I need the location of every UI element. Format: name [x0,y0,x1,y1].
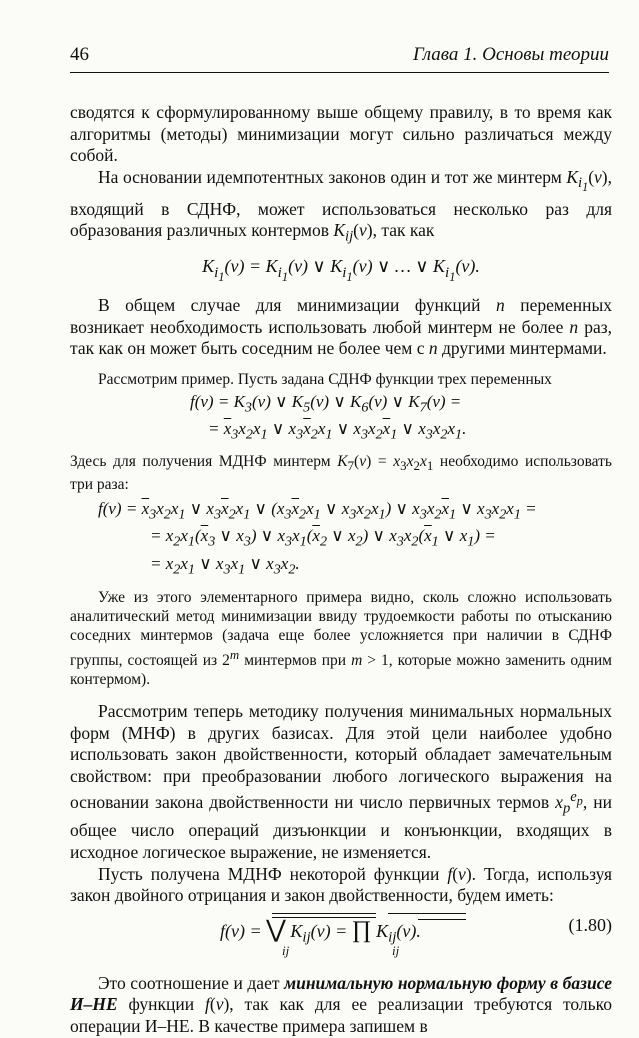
subscript-ij-left: ij [282,942,290,958]
equation-sdnf-line-2: = $\overline{x}_3x_2x_1$ ∨ $x_3\overline{x}_2x_1$ ∨ $x_3x_2\overline{x}_1$ ∨ $x_3x_2x_1$. [208,419,467,443]
paragraph-duality: Рассмотрим теперь методику получения минимальных нормальных форм (МНФ) в других базисах. Для этой цели наиболее удобно использовать закон двойственности, который обладает замечательным свойством: при преобразовании любого логического выражения на основании закона двойственности ни число первичных термов $x_p^{e_p}$, ни общее число операций дизъюнкции и конъюнкции, входящих в исходное логическое выражение, не изменяется. [70,701,612,862]
equation-number: (1.80) [568,914,612,935]
equation-mdnf-line-1: $f(\nu) = \overline{x}_3x_2x_1$ ∨ $x_3\overline{x}_2x_1$ ∨ ($x_3\overline{x}_2x_1$ ∨ $x_3x_2x_1$) ∨ $x_3x_2\overline{x}_1$ ∨ $x_3x_2x_1$ = [98,498,537,523]
paragraph-nand: Это соотношение и дает минимальную нормальную форму в базисе И–НЕ функции f(ν), так как для ее реализации требуются только операции И–НЕ. В качестве примера запишем в [70,972,613,1036]
paragraph-negation: Пусть получена МДНФ некоторой функции f(ν). Тогда, используя закон двойного отрицания и закон двойственности, будем иметь: [70,863,612,906]
equation-sdnf-line-1: $f(\nu) = K_3(\nu)$ ∨ $K_5(\nu)$ ∨ $K_6(\nu)$ ∨ $K_7(\nu)$ = [190,391,462,416]
product-overline [388,913,466,914]
paragraph-mdnf: Здесь для получения МДНФ минтерм $K_7(\nu) = x_3x_2x_1$ необходимо использовать три раза: [70,452,613,493]
equation-mdnf [70,498,612,580]
equation-1-80-body: f(ν) = ⋁ $K_{ij}(\nu)$ = ∏ $K_{ij}(\nu)$. [220,916,421,946]
paragraph-example: Рассмотрим пример. Пусть задана СДНФ функции трех переменных [98,370,552,388]
equation-mdnf-line-2: = $x_2x_1(\overline{x}_3$ ∨ $x_3$) ∨ $x_3x_1(\overline{x}_2$ ∨ $x_2$) ∨ $x_3x_2(\overline{x}_1$ ∨ $x_1$) = [150,526,496,550]
subscript-ij-right: ij [392,942,400,958]
equation-1-80 [70,911,612,963]
page-body [70,102,612,1038]
equation-idempotent: $K_{i_1}(\nu) = K_{i_1}(\nu)$ ∨ $K_{i_1}(\nu)$ ∨ … ∨ $K_{i_1}(\nu)$. [202,256,480,285]
double-overline-top [272,913,376,914]
paragraph-3: В общем случае для минимизации функций n переменных возникает необходимость использовать любой минтерм не более n раз, так как он может быть соседним не более чем с n другими минтермами. [70,295,612,359]
chapter-title: Глава 1. Основы теории [412,44,609,65]
paragraph-1: сводятся к сформулированному выше общему правилу, в то время как алгоритмы (методы) минимизации могут сильно различаться между собой. [70,102,612,166]
term-overline [418,919,466,920]
running-header [70,42,609,68]
page-number: 46 [70,44,89,65]
paragraph-analytic: Уже из этого элементарного примера видно, сколь сложно использовать аналитический метод минимизации ввиду трудоемкости работы по отысканию соседних минтермов (задача еще более усложняется при наличии в СДНФ группы, состоящей из 2$^m$ минтермов при m > 1, которые можно заменить одним контермом). [70,588,612,689]
equation-mdnf-line-3: = $x_2x_1$ ∨ $x_3x_1$ ∨ $x_3x_2$. [150,553,300,577]
paragraph-2: На основании идемпотентных законов один и тот же минтерм $K_{i_1}(\nu)$, входящий в СДНФ, может использоваться несколько раз для образования различных контермов $K_{ij}(\nu)$, так как [70,166,612,245]
equation-sdnf [70,391,612,446]
double-overline-bottom [272,917,376,918]
header-rule [70,72,609,73]
